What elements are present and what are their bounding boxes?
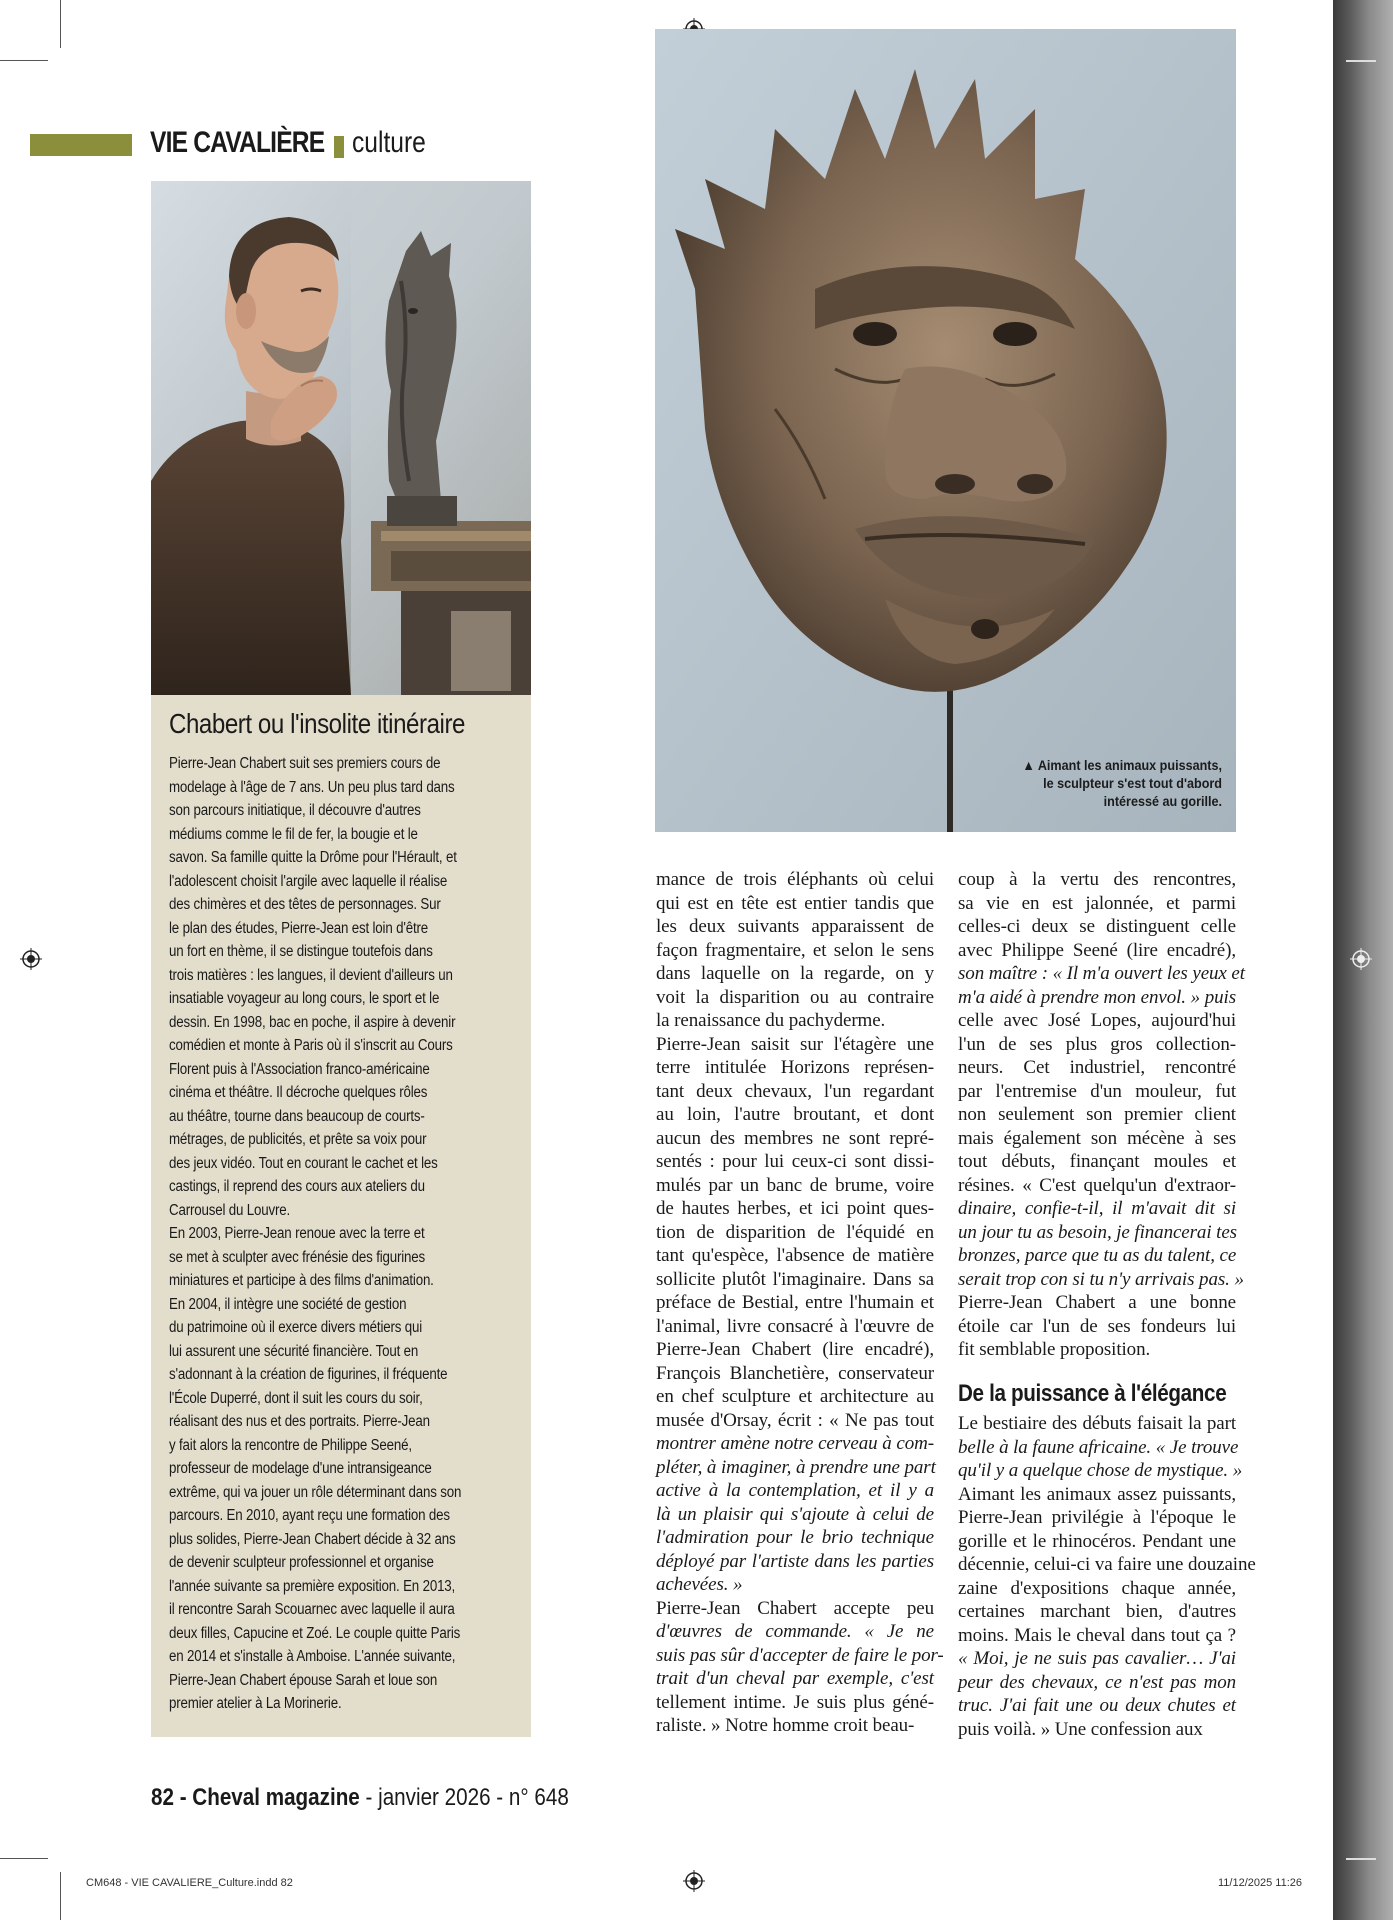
slug-filename: CM648 - VIE CAVALIERE_Culture.indd 82 [86,1877,293,1889]
text-line: terre intitulée Horizons représen- [656,1057,934,1078]
text-line: lui assurent une sécurité financière. Tout en [169,1342,419,1360]
article-column-right [958,868,1245,1362]
text-line: moins. Mais le cheval dans tout ça ? [958,1624,1236,1646]
text-line: Carrousel du Louvre. [169,1201,291,1219]
page-folio [151,1784,569,1812]
text-line: il rencontre Sarah Scouarnec avec laquelle il aura [169,1601,455,1618]
text-line: trait d'un cheval par exemple, c'est [656,1668,934,1689]
text-line: certaines marchant bien, d'autres [958,1601,1236,1622]
registration-mark [683,1870,705,1892]
text-line: Pierre-Jean saisit sur l'étagère une [656,1033,934,1055]
text-line: voit la disparition ou au contraire [656,986,934,1008]
registration-mark [20,948,42,970]
text-line: l'un de ses plus gros collection- [958,1033,1236,1055]
text-line: miniatures et participe à des films d'animation. [169,1272,434,1289]
caption-line: ▲ Aimant les animaux puissants, [1022,757,1222,773]
text-line: l'adolescent choisit l'argile avec laquelle il réalise [169,872,448,890]
text-line: du patrimoine où il exerce divers métiers qui [169,1319,423,1336]
text-line: Le bestiaire des débuts faisait la part [958,1413,1236,1434]
text-line: là un plaisir qui s'ajoute à celui de [656,1503,934,1525]
text-line: préface de Bestial, entre l'humain et [656,1292,934,1313]
text-line: Pierre-Jean Chabert accepte peu [656,1597,934,1619]
text-line: métrages, de publicités, et prête sa voix pour [169,1131,427,1148]
box-text [169,752,513,1716]
text-line: tant qu'espèce, l'absence de matière [656,1245,934,1266]
text-line: l'animal, livre consacré à l'œuvre de [656,1315,934,1337]
text-line: mais également son mécène à ses [958,1127,1236,1149]
text-line: zaine d'expositions chaque année, [958,1577,1236,1599]
text-line: celles-ci deux se distinguent celle [958,916,1236,937]
text-line: Pierre-Jean Chabert épouse Sarah et loue son [169,1671,438,1689]
text-line: extrême, qui va jouer un rôle déterminant dans son [169,1483,462,1501]
text-line: avec Philippe Seené (lire encadré), [958,939,1236,961]
text-line: en 2014 et s'installe à Amboise. L'année suivante, [169,1648,456,1665]
text-line: des jeux vidéo. Tout en courant le cachet et les [169,1154,438,1172]
folio-page: 82 - Cheval magazine [151,1784,360,1811]
text-line: achevées. » [656,1574,743,1595]
text-line: aucun des membres ne sont repré- [656,1127,934,1149]
text-line: m'a aidé à prendre mon envol. » puis [958,986,1236,1008]
section-title: VIE CAVALIÈRE [150,126,325,159]
text-line: « Moi, je ne suis pas cavalier… J'ai [958,1648,1236,1669]
text-line: cinéma et théâtre. Il décroche quelques rôles [169,1084,428,1101]
text-line: qu'il y a quelque chose de mystique. » [958,1460,1243,1481]
text-line: dans laquelle on la regarde, on y [656,963,934,984]
text-line: étoile car l'un de ses fondeurs lui [958,1315,1236,1337]
text-line: au théâtre, tourne dans beaucoup de courts- [169,1107,425,1125]
text-line: musée d'Orsay, écrit : « Ne pas tout [656,1409,934,1431]
text-line: plus solides, Pierre-Jean Chabert décide à 32 ans [169,1530,456,1548]
text-line: montrer amène notre cerveau à com- [656,1433,934,1454]
text-line: comédien et monte à Paris où il s'inscrit au Cours [169,1037,453,1054]
text-line: Florent puis à l'Association franco-américaine [169,1060,430,1078]
text-line: tant deux chevaux, l'un regardant [656,1080,934,1102]
text-line: serait trop con si tu n'y arrivais pas. » [958,1268,1244,1290]
text-line: mulés par un banc de brume, voire [656,1174,934,1196]
sculptor-photo [151,181,531,695]
text-line: bronzes, parce que tu as du talent, ce [958,1245,1237,1266]
text-line: sollicite plutôt l'imaginaire. Dans sa [656,1268,934,1290]
text-line: de devenir sculpteur professionnel et organise [169,1554,434,1571]
caption-line: intéressé au gorille. [1103,793,1222,809]
text-line: s'adonnant à la création de figurines, il fréquente [169,1366,448,1383]
text-line: sentés : pour lui ceux-ci sont dissi- [656,1151,934,1172]
crop-mark [1346,60,1376,62]
text-line: des chimères et des têtes de personnages. Sur [169,896,441,913]
text-line: mance de trois éléphants où celui [656,869,934,890]
text-line: de hautes herbes, et ici point ques- [656,1198,934,1219]
text-line: au loin, l'autre broutant, et dont [656,1104,934,1125]
crop-mark [0,60,48,61]
text-line: En 2003, Pierre-Jean renoue avec la terre et [169,1225,425,1242]
photo-caption [986,756,1222,810]
text-line: façon fragmentaire, et selon le sens [656,939,934,961]
text-line: savon. Sa famille quitte la Drôme pour l'Hérault, et [169,849,457,866]
text-line: peur des chevaux, ce n'est pas mon [958,1671,1236,1693]
article-column-middle [656,868,944,1738]
crop-mark [60,1872,61,1920]
text-line: réalisant des nus et des portraits. Pierre-Jean [169,1413,430,1430]
text-line: insatiable voyageur au long cours, le sport et le [169,990,440,1007]
text-line: y fait alors la rencontre de Philippe Seené, [169,1436,412,1454]
text-line: la renaissance du pachyderme. [656,1010,886,1031]
text-line: tion de disparition de l'équidé en [656,1221,934,1243]
text-line: résines. « C'est quelqu'un d'extraor- [958,1174,1236,1196]
text-line: neurs. Cet industriel, rencontré [958,1057,1236,1078]
text-line: Pierre-Jean Chabert (lire encadré), [656,1339,934,1360]
text-line: castings, il reprend des cours aux ateliers du [169,1178,425,1195]
text-line: trois matières : les langues, il devient d'ailleurs un [169,966,453,984]
crop-mark [60,0,61,48]
text-line: dinaire, confie-t-il, il m'avait dit si [958,1198,1236,1219]
text-line: déployé par l'artiste dans les parties [656,1550,934,1572]
text-line: premier atelier à La Morinerie. [169,1695,342,1712]
text-line: un jour tu as besoin, je financerai tes [958,1221,1237,1243]
article-column-right-continued [958,1412,1256,1741]
text-line: qui est en tête est entier tandis que [656,892,934,914]
text-line: dessin. En 1998, bac en poche, il aspire à devenir [169,1013,456,1031]
text-line: sa vie en est jalonnée, et parmi [958,892,1236,914]
section-separator [334,136,344,158]
text-line: Aimant les animaux assez puissants, [958,1483,1236,1505]
registration-mark [1350,948,1372,970]
text-line: puis voilà. » Une confession aux [958,1718,1203,1740]
text-line: l'École Duperré, dont il suit les cours du soir, [169,1389,423,1407]
text-line: pléter, à imaginer, à prendre une part [656,1456,936,1478]
crop-mark [1346,1858,1376,1860]
text-line: l'admiration pour le brio technique [656,1527,934,1548]
text-line: les deux suivants apparaissent de [656,916,934,937]
text-line: belle à la faune africaine. « Je trouve [958,1436,1239,1458]
text-line: truc. J'ai fait une ou deux chutes et [958,1695,1236,1716]
text-line: En 2004, il intègre une société de gestion [169,1295,407,1313]
text-line: active à la contemplation, et il y a [656,1480,934,1501]
text-line: celle avec José Lopes, aujourd'hui [958,1010,1236,1031]
text-line: gorille et le rhinocéros. Pendant une [958,1530,1236,1552]
text-line: fit semblable proposition. [958,1339,1151,1360]
article-subheading: De la puissance à l'élégance [958,1380,1227,1407]
text-line: d'œuvres de commande. « Je ne [656,1621,934,1642]
caption-line: le sculpteur s'est tout d'abord [1043,775,1222,791]
text-line: parcours. En 2010, ayant reçu une formation des [169,1507,450,1524]
text-line: Pierre-Jean Chabert a une bonne [958,1292,1236,1313]
text-line: coup à la vertu des rencontres, [958,869,1236,890]
text-line: l'année suivante sa première exposition. En 2013, [169,1577,456,1595]
text-line: Pierre-Jean privilégie à l'époque le [958,1507,1236,1528]
text-line: suis pas sûr d'accepter de faire le por- [656,1644,944,1666]
text-line: par l'entremise d'un mouleur, fut [958,1080,1236,1102]
text-line: son parcours initiatique, il découvre d'autres [169,802,421,819]
text-line: Pierre-Jean Chabert suit ses premiers cours de [169,755,441,772]
text-line: médiums comme le fil de fer, la bougie et le [169,825,418,843]
crop-mark [0,1858,48,1859]
text-line: son maître : « Il m'a ouvert les yeux et [958,963,1245,984]
text-line: le plan des études, Pierre-Jean est loin d'être [169,919,429,937]
box-title: Chabert ou l'insolite itinéraire [169,708,466,739]
slug-date: 11/12/2025 11:26 [1218,1877,1303,1889]
text-line: décennie, celui-ci va faire une douzaine [958,1554,1256,1575]
text-line: non seulement son premier client [958,1104,1236,1125]
text-line: tout débuts, finançant moules et [958,1151,1236,1172]
text-line: professeur de modelage d'une intransigeance [169,1460,432,1477]
text-line: se met à sculpter avec frénésie des figurines [169,1248,426,1266]
text-line: en chef sculpture et architecture au [656,1386,934,1407]
gorilla-sculpture-photo [655,29,1236,832]
text-line: tellement intime. Je suis plus géné- [656,1691,934,1713]
text-line: deux filles, Capucine et Zoé. Le couple quitte Paris [169,1624,461,1642]
text-line: modelage à l'âge de 7 ans. Un peu plus tard dans [169,778,455,796]
folio-issue: - janvier 2026 - n° 648 [359,1784,569,1811]
text-line: un fort en thème, il se distingue toutefois dans [169,943,433,960]
section-subtitle: culture [352,126,426,159]
text-line: François Blanchetière, conservateur [656,1362,934,1384]
section-color-bar [30,134,132,156]
text-line: raliste. » Notre homme croit beau- [656,1715,915,1736]
